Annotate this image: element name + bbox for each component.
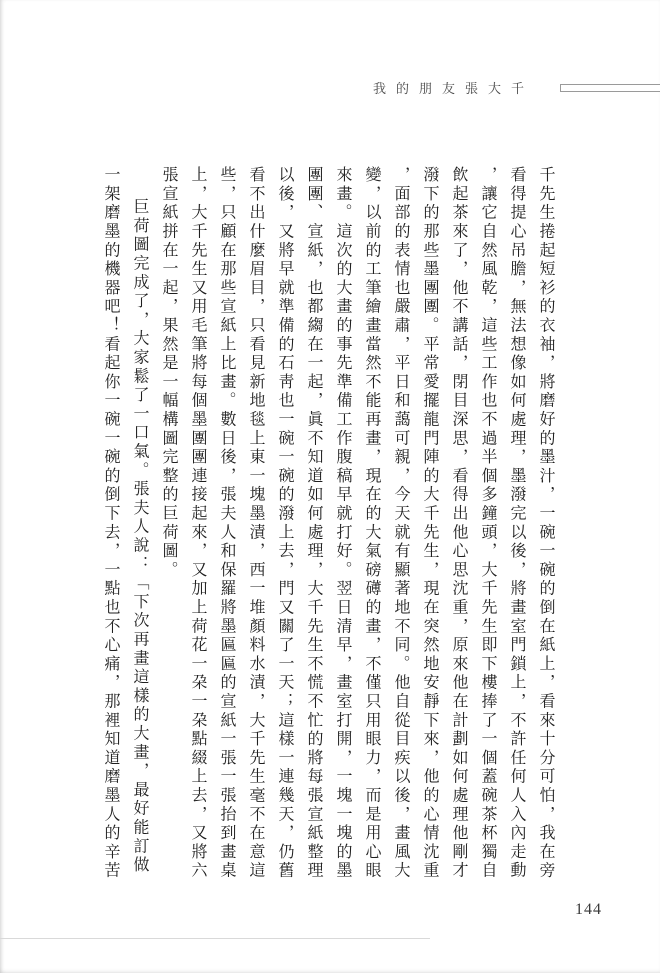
header-rule <box>560 84 660 92</box>
running-head-title: 我的朋友張大千 <box>372 81 534 96</box>
body-text <box>80 166 560 882</box>
running-head <box>0 78 660 96</box>
paragraph: 巨荷圖完成了，大家鬆了一口氣。張夫人說：「下次再畫這樣的大畫，最好能訂做一架磨墨的機器吧！看起你一碗一碗的倒下去，一點也不心痛，那裡知道磨墨人的辛苦 <box>102 166 148 881</box>
scan-artifact-line <box>0 938 430 939</box>
page-number: 144 <box>575 901 602 918</box>
paragraph: 千先生捲起短衫的衣袖，將磨好的墨汁，一碗一碗的倒在紙上，看來十分可怕，我在旁看得提心吊膽，無法想像如何處理，墨潑完以後，將畫室門鎖上，不許任何人入內走動，讓它自然風乾，這些工作也不過半個多鐘頭，大千先生即下樓捧了一個蓋碗茶杯獨自飲起茶來了，他不講話，閉目深思，看得出他心思沈重，原來他在計劃如何處理他剛才潑下的那些墨團團。平常愛擺龍門陣的大千先生，現在突然地安靜下來，他的心情沈重，面部的表情也嚴肅，平日和藹可親，今天就有顯著地不同。他自從目疾以後，畫風大變，以前的工筆繪畫當然不能再畫，現在的大氣磅礡的畫，不僅只用眼力，而是用心眼來畫。這次的大畫的事先準備工作腹稿早就打好。翌日清早，畫室打開，一塊一塊的墨團團、宣紙，也都縐在一起，眞不知道如何處理，大千先生不慌不忙的將每張宣紙整理以後，又將早就準備的石靑也一碗一碗的潑上去，門又關了一天；這樣一連幾天，仍舊看不出什麼眉目，只看見新地毯上東一塊墨漬，西一堆顏料水漬，大千先生毫不在意這些，只顧在那些宣紙上比畫。數日後，張夫人和保羅將墨匾匾的宣紙一張一張抬到畫桌上，大千先生又用毛筆將每個墨團團連接起來，又加上荷花一朶一朶點綴上去，又將六張宣紙拼在一起，果然是一幅構圖完整的巨荷圖。 <box>160 166 554 881</box>
